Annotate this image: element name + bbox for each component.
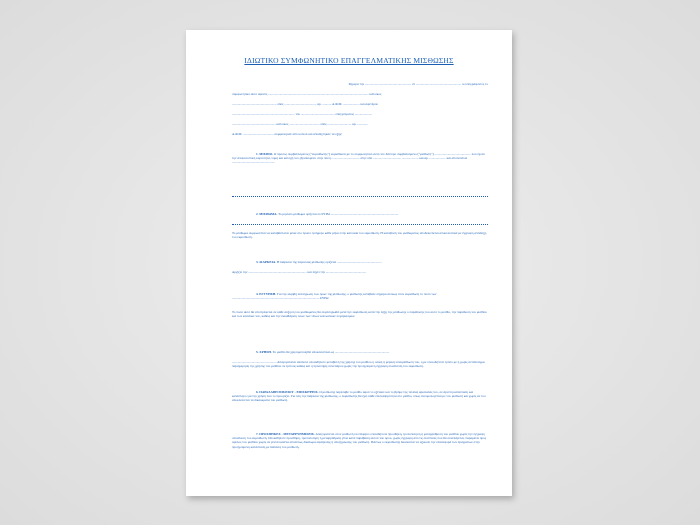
section-4-text: Για την ακριβή εκπλήρωση των όρων της μίσθωσης, ο μισθωτής κατέβαλε σήμερα ατόκως στον εκμισθωτή το ποσό των .......................................................................................................... €ΥΡΩ: [232, 292, 437, 301]
section-4: [232, 292, 488, 300]
section-3-text: Η διάρκεια της παρούσας μίσθωσης ορίζεται ......................................................: [276, 260, 382, 264]
section-7-text: Απαγορεύεται στον μισθωτή να επιφέρει οποιαδήποτε προσθήκη, τροποποίηση ή μεταρρύθμιση του μισθίου χωρίς την έγγραφη συναίνεση του εκμισθωτή. Οποιαδήποτε προσθήκη, τροποποίηση ή μεταρρύθμιση γίνει κατά παράβαση αυτού του όρου, χωρίς έγγραφη από τις συνέπειες που θα συνεπάγεται, παραμένει προς όφελος του μισθίου χωρίς να γεννά κανένα απολύτως δικαίωμα αφαίρεσης ή αποζημίωσης του μισθωτή. Πάντως ο εκμισθωτής δικαιούται να αξιώσει την επαναφορά των πραγμάτων στην προηγούμενη κατάσταση με δαπάνες του μισθωτή.: [232, 432, 487, 449]
section-6: [232, 390, 488, 403]
section-1-heading: 1. ΜΙΣΘΙΟ.: [256, 152, 274, 156]
section-5: [232, 350, 488, 354]
intro-line-1: Σήμερα την ........................................................ στ ....................................................... οι υπογράφοντες το: [348, 82, 488, 86]
section-2-text: Το μηνιαίο μίσθωμα ορίζεται σε €ΥΡΩ ..................................................................................: [278, 212, 399, 216]
section-5-heading: 5. ΧΡΗΣΗ.: [256, 350, 272, 354]
intro-line-4: ............................................................................ του ......................................... επαγγέλματος .....................: [232, 112, 373, 116]
section-2-paragraph: Το μίσθωμα συμφωνείται να καταβάλλεται μέσα στο πρώτο τριήμερο κάθε μήνα στην κατοικία του εκμισθωτή. Η καταβολή του μισθώματος αποδεικνύεται αποκλειστικά με έγγραφη απόδειξη του εκμισθωτή.: [232, 231, 487, 240]
section-4-paragraph: Το ποσό αυτό θα επιστρέφεται σε κάθε αύξηση του μισθώματος θα συμπληρωθεί μετά την εκμίσθωση κατά την λήξη της μίσθωσης ο παράδοσης του αυτό το μισθίο, την παράδοση του μισθίου και των κλειδιών του, καθώς και την εκκαθάριση όλων των τέλων κοινωνικών λογαριασμών.: [232, 310, 487, 319]
fill-rule: [232, 224, 488, 225]
intro-line-5: ..................................................... κάτοικος ..................................... οδός ............................. αρ. .............: [232, 122, 368, 126]
contract-sheet: [186, 30, 512, 496]
section-3-heading: 3. ΔΙΑΡΚΕΙΑ.: [256, 260, 277, 264]
section-3-paragraph: Αρχίζει την ....................................................................... και λήγει την .................................................: [232, 270, 367, 274]
document-title: ΙΔΙΩΤΙΚΟ ΣΥΜΦΩΝΗΤΙΚΟ ΕΠΑΓΓΕΛΜΑΤΙΚΗΣ ΜΙΣΘΩΣΗΣ: [244, 56, 454, 65]
section-5-text: Το μισθίο θα χρησιμοποιηθεί αποκλειστικά ως ..................................................................: [272, 350, 390, 354]
section-4-heading: 4. ΕΓΓΥΗΣΗ.: [256, 292, 277, 296]
section-1-text: Ο πρώτος συμβαλλόμενος ("εκμισθωτής") εκμισθώνει με το συμφωνητικό αυτό τον δεύτερο συμβαλλόμενο ("μισθωτή") ............................................ που έχουν την αποκλειστική κυριότητα, νομή και κατοχή του, βρισκόμενο στην πόλη .................................. στην οδό .................................. .................... και αρ. .................... και αποτελείται ....................................................: [232, 152, 485, 165]
section-7: [232, 432, 488, 449]
section-2-heading: 2. ΜΙΣΘΩΜΑ.: [256, 212, 278, 216]
section-5-paragraph: ...................................................... Απαγορεύεται απόλυτα οποιαδήποτε μεταβολή της χρήσης του μισθίου η ολική ή μερική υπεκμίσθωση του, η με οποιοδήποτε τρόπο με ή χωρίς αντάλλαγμα παραχώρηση της χρήσης του μισθίου σε τρίτους καθώς και η πρόσληψη συνεταίρου χωρίς την προηγούμενη έγγραφη συναίνεση του εκμισθωτή.: [232, 360, 485, 369]
section-6-text: Ο μισθωτής παρέλαβε το μισθίο αφού το εξέτασε και το βρήκε της τελείας αρεσκείας του, σε άριστη κατάσταση και κατάλληλο για την χρήση που το προορίζει. Για όλη την διάρκεια της μίσθωσης, ο εκμισθωτής θα έχει κάθε επισκεψιμότητα στο μίσθιο, όπως συνομολογείται με τον μισθωτή και χωρίς να του αποκλείονται τα δικαιώματα του μισθωτή.: [232, 390, 486, 403]
fill-rule: [232, 196, 488, 197]
section-6-heading: 6. ΠΑΡΑΛΑΒΗ ΜΙΣΘΙΟΥ - ΕΠΙΣΚΕΨΕΙΣ.: [256, 390, 319, 394]
section-1: [232, 152, 488, 165]
section-2: [232, 212, 488, 216]
section-3: [232, 260, 488, 264]
intro-line-6: Α.Φ.Μ. ..................................... συμφώνησαν από κοινού και αποδέχτηκαν τα εξής:: [232, 132, 343, 136]
section-7-heading: 7. ΠΡΟΣΘΗΚΕΣ - ΜΕΤΑΡΡΥΘΜΙΣΕΙΣ.: [256, 432, 315, 436]
intro-line-2: συμφωνητικό αυτό αφενός .......................................................................................................................... κάτοικος: [232, 92, 382, 96]
intro-line-3: ...................................................... οδός ....................................... αρ. ........... Α.Φ.Μ. .................... και αφετέρου: [232, 102, 379, 106]
